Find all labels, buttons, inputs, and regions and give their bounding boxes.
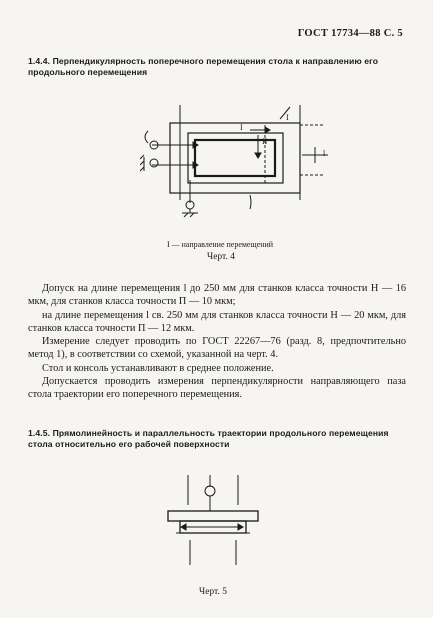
document-header: ГОСТ 17734—88 С. 5 bbox=[297, 28, 403, 39]
section-1-4-4-body bbox=[28, 282, 406, 402]
fig5-caption: Черт. 5 bbox=[199, 587, 227, 597]
paragraph-tolerance-2: на длине перемещения l св. 250 мм для станков класса точности Н — 20 мкм, для станков класса точности П — 12 мкм. bbox=[28, 309, 406, 334]
fig4-caption: Черт. 4 bbox=[207, 252, 235, 262]
paragraph-measurement: Измерение следует проводить по ГОСТ 22267—76 (разд. 8, предпочтительно метод 1), в соответствии со схемой, указанной на черт. 4. bbox=[28, 336, 406, 361]
paragraph-tolerance-1: Допуск на длине перемещения l до 250 мм для станков класса точности Н — 16 мкм, для станков класса точности П — 10 мкм; bbox=[28, 283, 406, 308]
figure-5-diagram bbox=[158, 475, 268, 565]
fig4-label-l-top: I bbox=[286, 113, 289, 122]
section-1-4-5-title: 1.4.5. Прямолинейность и параллельность траектории продольного перемещения стола относительно его рабочей поверхности bbox=[28, 428, 389, 449]
fig4-label-I: I bbox=[240, 123, 243, 132]
section-1-4-4-title: 1.4.4. Перпендикулярность поперечного перемещения стола к направлению его продольного перемещения bbox=[28, 56, 379, 77]
fig4-label-l: l bbox=[323, 149, 326, 158]
fig4-label-II: II bbox=[262, 137, 268, 146]
paragraph-setup: Стол и консоль устанавливают в среднее положение. bbox=[42, 362, 274, 374]
paragraph-allowed: Допускается проводить измерения перпендикулярности направляющего паза стола траектории его поперечного перемещения. bbox=[28, 376, 406, 401]
fig4-legend: I — направление перемещений bbox=[166, 240, 274, 249]
